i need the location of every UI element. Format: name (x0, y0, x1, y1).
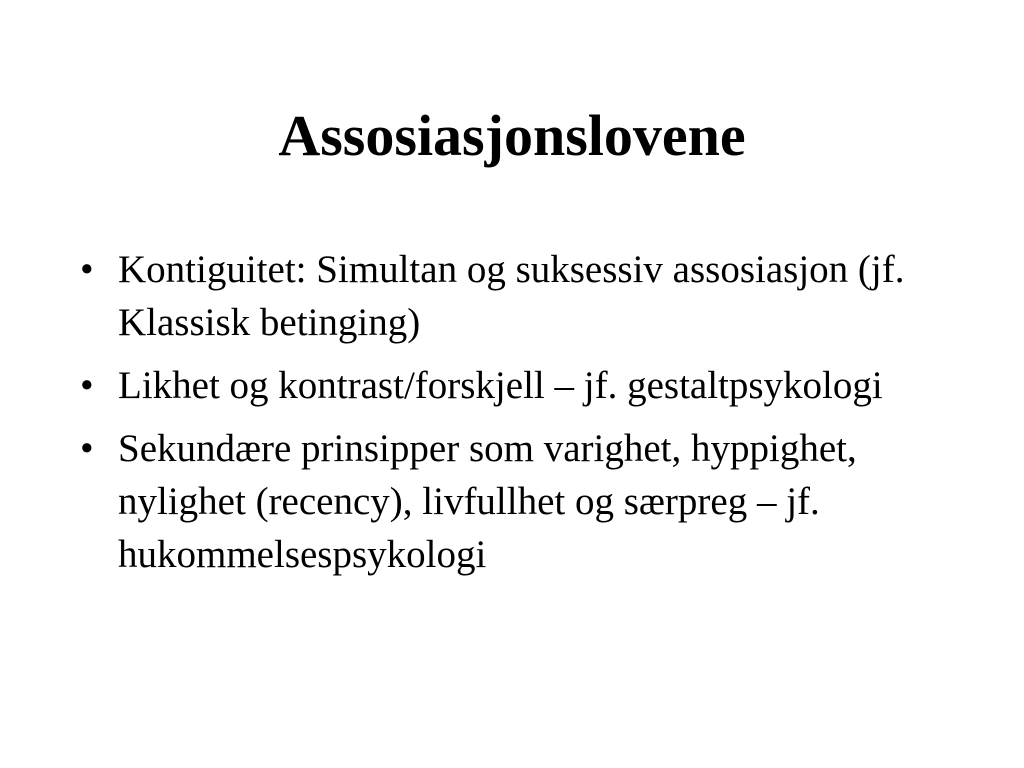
slide-title: Assosiasjonslovene (278, 103, 746, 168)
bullet-marker: • (80, 364, 94, 407)
bullet-text: Likhet og kontrast/forskjell – jf. gestaltpsykologi (118, 364, 883, 407)
bullet-text: Sekundære prinsipper som varighet, hyppighet, nylighet (recency), livfullhet og særpreg – jf. hukommelsespsykologi (118, 427, 857, 576)
bullet-marker: • (80, 427, 94, 470)
bullet-item (80, 422, 940, 581)
bullet-item (80, 243, 940, 349)
bullet-list (80, 243, 940, 591)
bullet-marker: • (80, 248, 94, 291)
bullet-text: Kontiguitet: Simultan og suksessiv assosiasjon (jf. Klassisk betinging) (118, 248, 905, 344)
bullet-item (80, 359, 940, 412)
